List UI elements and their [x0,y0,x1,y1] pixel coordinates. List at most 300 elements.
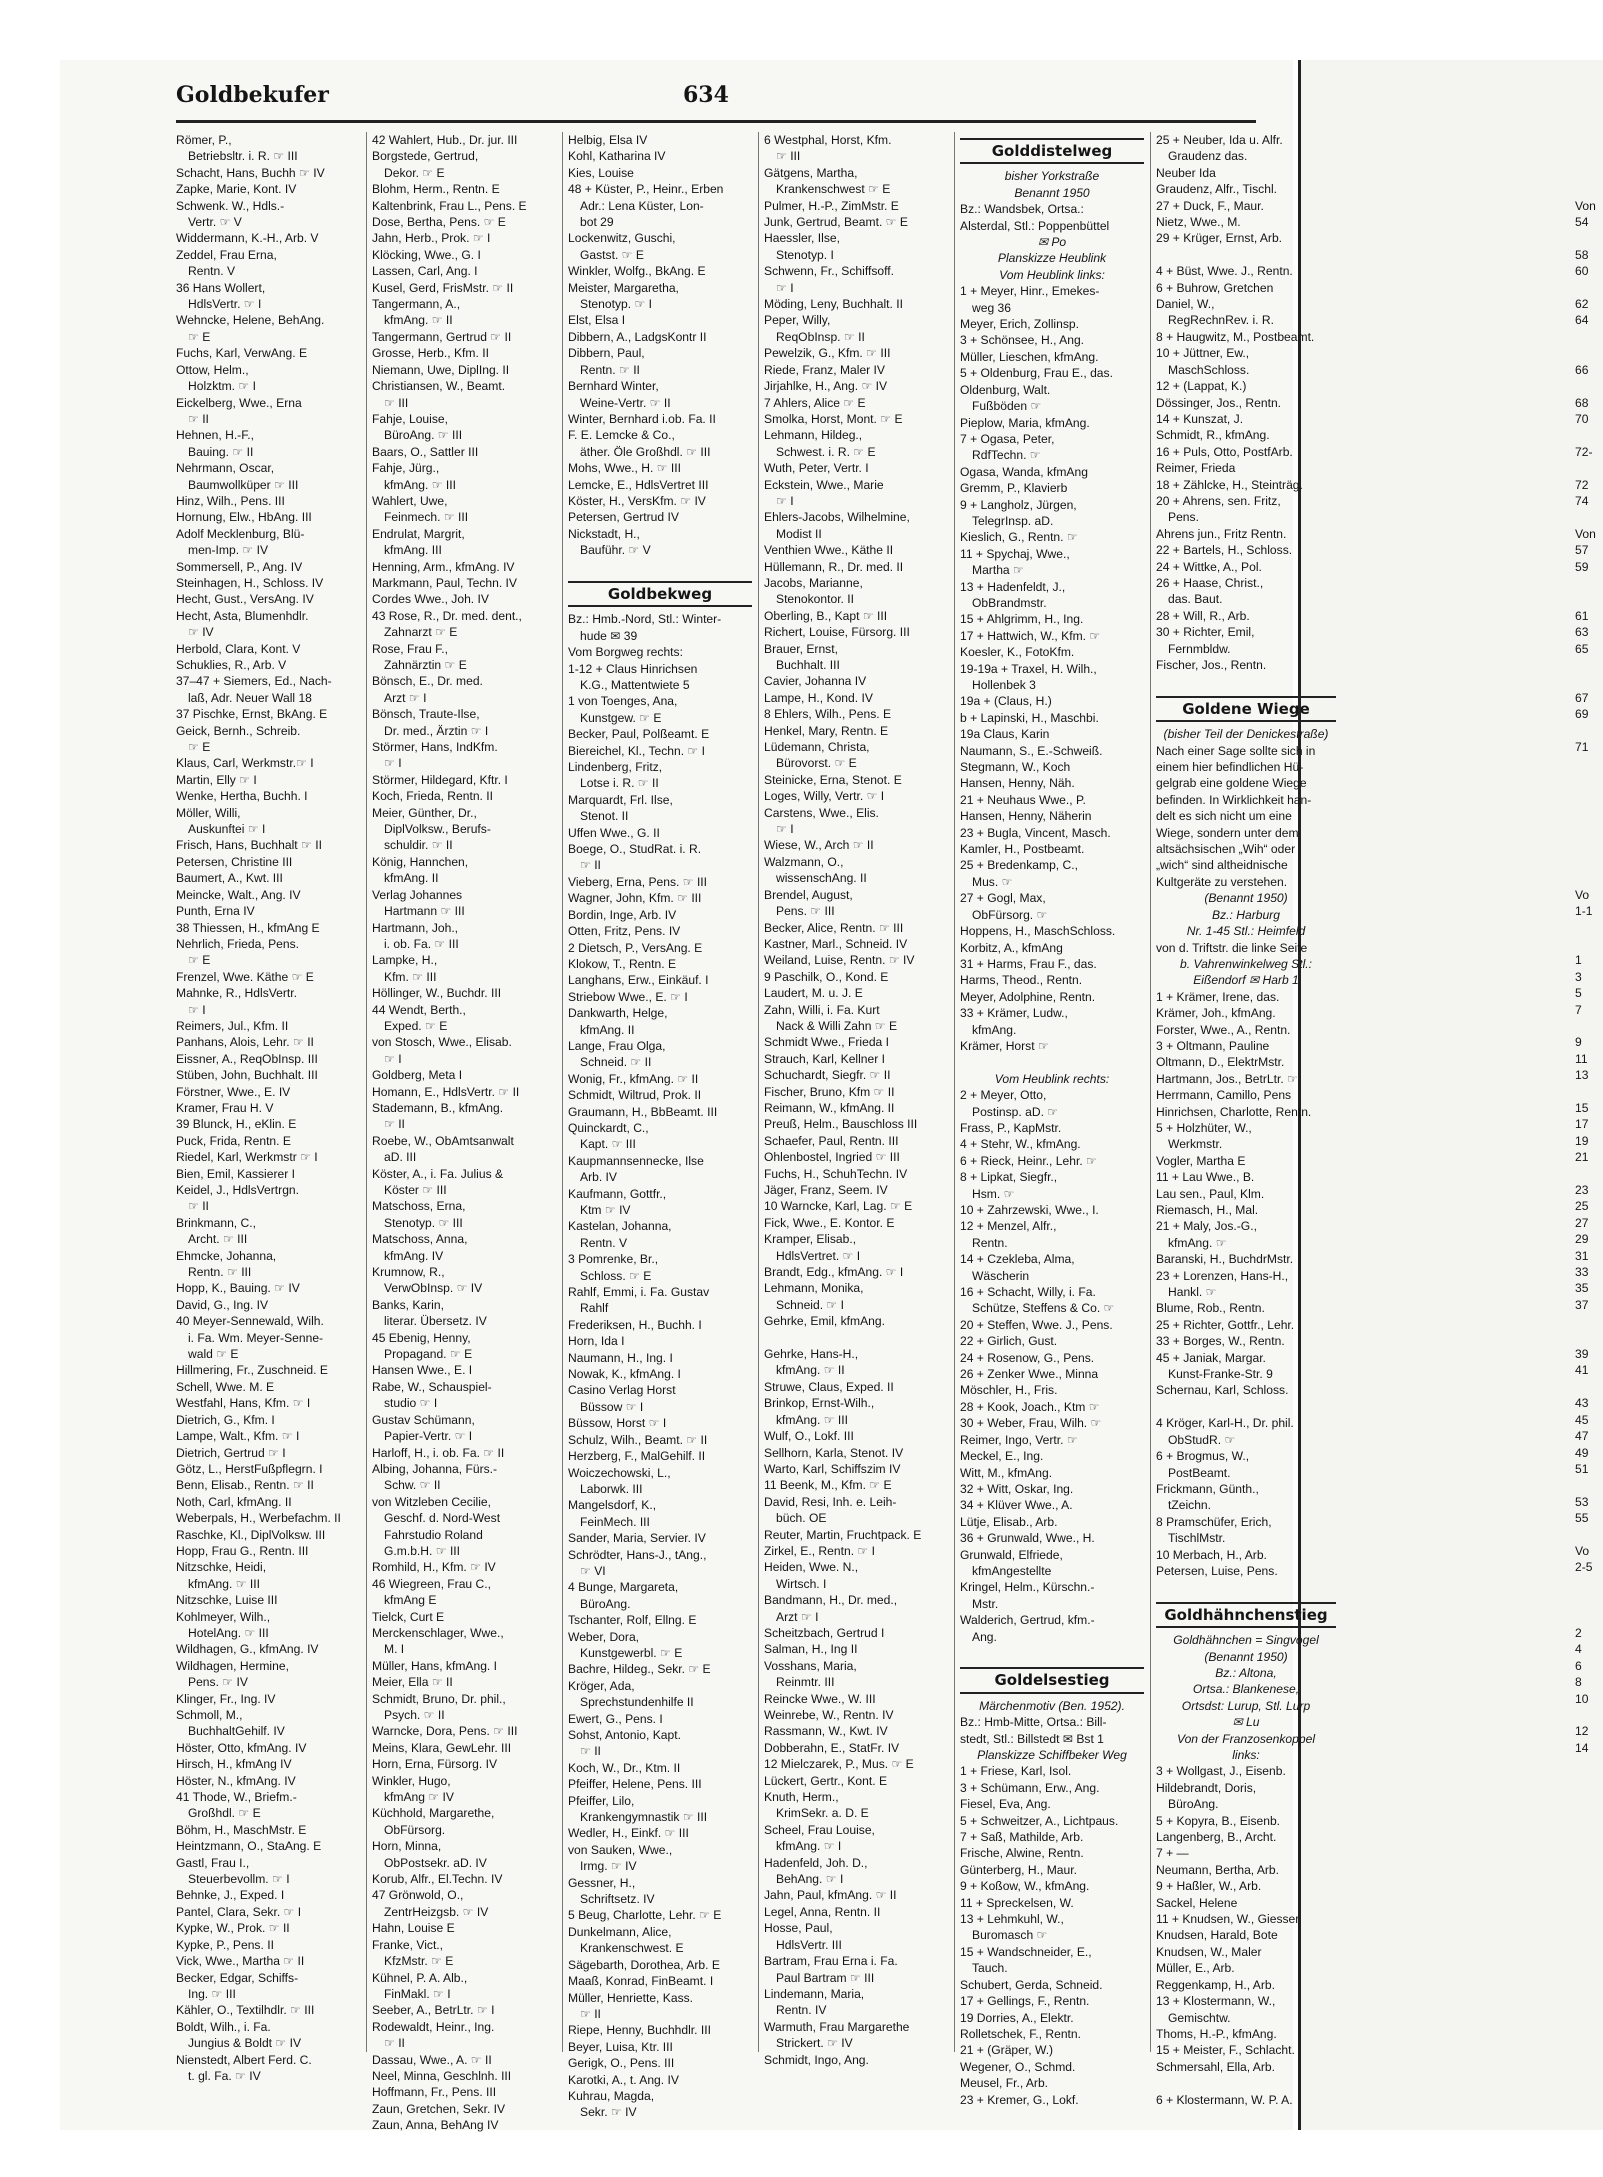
entry: delt es sich nicht um eine [1156,809,1292,824]
edge-house-number: 33 [1575,1265,1589,1280]
entry: Neumann, Bertha, Arb. [1156,1862,1280,1877]
entry: Haessler, Ilse, [764,231,840,246]
entry-continuation: das. Baut. [1168,592,1223,607]
entry: Kaufmann, Gottfr., [568,1186,667,1201]
entry: 24 + Wittke, A., Pol. [1156,559,1262,574]
entry: Brendel, August, [764,887,853,902]
entry: Becker, Alice, Rentn. ☞ III [764,920,904,935]
entry-continuation: Gastst. ☞ E [580,247,644,262]
entry: Lampe, Walt., Kfm. ☞ I [176,1429,300,1444]
entry-continuation: Stenotyp. ☞ III [384,1215,463,1230]
entry-continuation: ObFürsorg. [384,1822,446,1837]
street-note: Eißendorf ✉ Harb 1 [1193,973,1299,988]
entry: Rabe, W., Schauspiel- [372,1379,492,1394]
entry-continuation: Tauch. [972,1961,1008,1976]
entry: Baars, O., Sattler III [372,444,479,459]
entry: Stegmann, W., Koch [960,760,1071,775]
entry: 2 Dietsch, P., VersAng. E [568,940,703,955]
entry-continuation: kfmAng. ☞ III [776,1412,849,1427]
entry: 11 + Spreckelsen, W. [960,1895,1074,1910]
edge-house-number [1575,1330,1600,1346]
entry: Schmoll, M., [176,1708,243,1722]
entry: Kypke, P., Pens. II [176,1937,274,1952]
entry: 26 + Zenker Wwe., Minna [960,1367,1099,1382]
entry: Möding, Leny, Buchhalt. II [764,297,903,312]
entry: Ahrens jun., Fritz Rentn. [1156,526,1287,541]
entry-continuation: i. ob. Fa. ☞ III [384,936,459,951]
entry: Dose, Bertha, Pens. ☞ E [372,215,506,230]
entry: Bz.: Wandsbek, Ortsa.: [960,202,1084,217]
street-heading: Goldbekweg [568,581,752,607]
entry: 29 + Krüger, Ernst, Arb. [1156,231,1283,246]
entry-continuation: Paul Bartram ☞ III [776,1970,875,1985]
edge-house-number: 7 [1575,1002,1582,1017]
entry: Schmidt, R., kfmAng. [1156,428,1270,443]
entry: Mohs, Wwe., H. ☞ III [568,461,681,476]
spacer [1156,673,1336,689]
entry: Hosse, Paul, [764,1921,833,1936]
edge-house-number: 29 [1575,1232,1589,1247]
entry: Günterberg, H., Maur. [960,1862,1077,1877]
edge-house-number [1575,1166,1600,1182]
entry: Meier, Günther, Dr., [372,805,477,820]
entry: Woiczechowski, L., [568,1465,671,1480]
spacer [1156,1579,1336,1595]
entry: 12 Mielczarek, P., Mus. ☞ E [764,1757,914,1772]
entry-continuation: TelegrInsp. aD. [972,513,1054,528]
entry: Blohm, Herm., Rentn. E [372,182,500,197]
entry-continuation: aD. III [384,1150,417,1165]
entry: Krämer, Horst ☞ [960,1038,1049,1053]
entry-continuation: Irmg. ☞ IV [580,1859,637,1874]
entry-continuation: Büssow ☞ I [580,1399,644,1414]
entry-continuation: BüroAng. ☞ III [384,428,463,443]
edge-house-number: 15 [1575,1100,1589,1115]
entry: Schmidt, Ingo, Ang. [764,2052,869,2067]
entry-continuation: Feinmech. ☞ III [384,510,469,525]
edge-house-number: 49 [1575,1445,1589,1460]
entry: Banks, Karin, [372,1297,444,1312]
entry: Reuter, Martin, Fruchtpack. E [764,1527,922,1542]
entry: Bz.: Hmb-Mitte, Ortsa.: Bill- [960,1715,1107,1730]
entry: Hoppens, H., MaschSchloss. [960,924,1116,939]
entry-continuation: schuldir. ☞ II [384,838,453,853]
entry: Brinkop, Ernst-Wilh., [764,1396,875,1411]
entry: Blume, Rob., Rentn. [1156,1301,1265,1316]
entry: Krumnow, R., [372,1265,445,1280]
entry: Daniel, W., [1156,297,1215,312]
entry: Thoms, H.-P., kfmAng. [1156,2026,1277,2041]
entry: Franke, Vict., [372,1937,444,1952]
entry: Walderich, Gertrud, kfm.- [960,1613,1095,1628]
entry: 1-12 + Claus Hinrichsen [568,661,698,676]
edge-house-number [1575,755,1600,771]
entry: Scheitzbach, Gertrud I [764,1625,885,1640]
entry: Fischer, Jos., Rentn. [1156,658,1267,672]
entry: Schmidt Wwe., Frieda I [764,1035,890,1050]
entry-continuation: Graudenz das. [1168,149,1248,164]
entry: Lau sen., Paul, Klm. [1156,1186,1265,1201]
entry: Reimers, Jul., Kfm. II [176,1018,289,1033]
entry: Meier, Ella ☞ II [372,1675,453,1690]
entry-continuation: RdfTechn. ☞ [972,448,1041,463]
edge-house-number: 35 [1575,1281,1589,1296]
entry: 19 Dorries, A., Elektr. [960,2010,1074,2025]
entry: Frederiksen, H., Buchh. I [568,1317,702,1332]
street-heading: Goldene Wiege [1156,696,1336,722]
entry: Zahn, Willi, i. Fa. Kurt [764,1002,880,1017]
entry: Graumann, H., BbBeamt. III [568,1104,718,1119]
entry: Wedler, H., Einkf. ☞ III [568,1826,689,1841]
entry: Reimann, W., kfmAng. II [764,1100,895,1115]
entry-continuation: kfmAng. II [384,871,439,886]
entry: Müller, Lieschen, kfmAng. [960,349,1099,364]
entry: Schubert, Gerda, Schneid. [960,1977,1103,1992]
entry: Sägebarth, Dorothea, Arb. E [568,1957,720,1972]
entry: Müller, Henriette, Kass. [568,1990,694,2005]
entry: Hahn, Louise E [372,1921,455,1936]
spacer [568,559,752,575]
entry: Wiese, W., Arch ☞ II [764,838,874,853]
entry: Knuth, Herm., [764,1790,839,1805]
entry-continuation: Großhdl. ☞ E [188,1806,261,1821]
edge-house-number [1575,329,1600,345]
entry: Hansen Wwe., E. I [372,1363,473,1378]
entry-continuation: HdlsVertr. III [776,1937,842,1952]
entry: 12 + (Lappat, K.) [1156,379,1247,394]
entry: Lemcke, E., HdlsVertret III [568,477,709,492]
entry: Legel, Anna, Rentn. II [764,1904,881,1919]
entry: Kohlmeyer, Wilh., [176,1609,271,1624]
entry: Keidel, J., HdlsVertrgn. [176,1183,300,1197]
entry: König, Hannchen, [372,854,469,869]
entry: 26 + Haase, Christ., [1156,575,1264,590]
street-note: Benannt 1950 [1014,185,1090,200]
edge-house-number: 27 [1575,1215,1589,1230]
entry: Meusel, Fr., Arb. [960,2076,1049,2091]
entry: Böhm, H., MaschMstr. E [176,1822,307,1837]
entry: 30 + Richter, Emil, [1156,625,1255,640]
entry: Matschoss, Anna, [372,1232,468,1247]
entry-continuation: Buchhalt. III [776,658,840,672]
entry-continuation: Rentn. V [188,264,236,279]
entry: Boldt, Wilh., i. Fa. [176,2019,271,2034]
entry-continuation: BuchhaltGehilf. IV [188,1724,285,1739]
entry: 46 Wiegreen, Frau C., [372,1576,491,1591]
entry: Nitzschke, Luise III [176,1593,278,1608]
entry: Dibbern, Paul, [568,346,645,361]
entry: Bönsch, Traute-Ilse, [372,707,480,722]
entry-continuation: Laborwk. III [580,1481,643,1496]
entry: Wehncke, Helene, BehAng. [176,313,325,328]
entry: Lindemann, Maria, [764,1986,865,2001]
entry-continuation: Schw. ☞ II [384,1478,441,1493]
entry-continuation: Modist II [776,526,822,541]
entry: Bordin, Inge, Arb. IV [568,907,677,922]
entry: Bien, Emil, Kassierer I [176,1166,295,1181]
entry: Biereichel, Kl., Techn. ☞ I [568,743,705,758]
entry-continuation: ☞ E [188,953,211,968]
entry-continuation: M. I [384,1642,405,1657]
entry: 22 + Girlich, Gust. [960,1334,1058,1349]
entry-continuation: Adr.: Lena Küster, Lon- [580,198,704,213]
entry-continuation: Schloss. ☞ E [580,1268,652,1283]
entry: Kühnel, P. A. Alb., [372,1970,468,1985]
entry-continuation: ObPostsekr. aD. IV [384,1855,487,1870]
edge-house-number: 6 [1575,1658,1582,1673]
edge-house-number [1575,788,1600,804]
entry: Frass, P., KapMstr. [960,1120,1062,1135]
entry-continuation: Krankenschwest ☞ E [776,182,891,197]
entry: 5 + Kopyra, B., Eisenb. [1156,1813,1281,1828]
edge-house-number [1575,1084,1600,1100]
entry: Mangelsdorf, K., [568,1498,657,1513]
entry-continuation: kfmAngestellte [972,1563,1052,1578]
entry: Heintzmann, O., StaAng. E [176,1839,322,1854]
entry: Steinhagen, H., Schloss. IV [176,575,324,590]
edge-house-number: 21 [1575,1150,1589,1165]
edge-house-number [1575,1527,1600,1543]
entry-continuation: ObBrandmstr. [972,595,1047,610]
entry: Borgstede, Gertrud, [372,149,479,164]
entry: Pfeiffer, Lilo, [568,1793,635,1808]
edge-house-number: 43 [1575,1396,1589,1411]
entry: Hecht, Gust., VersAng. IV [176,592,314,607]
entry: Baranski, H., BuchdrMstr. [1156,1252,1294,1267]
entry: Winkler, Hugo, [372,1773,451,1788]
entry: Frische, Alwine, Rentn. [960,1846,1084,1861]
entry: 42 Wahlert, Hub., Dr. jur. III [372,133,518,147]
entry: stedt, Stl.: Billstedt ✉ Bst 1 [960,1731,1104,1746]
entry-continuation: Wäscherin [972,1268,1030,1283]
edge-house-number: 62 [1575,297,1589,312]
entry-continuation: äther. Öle Großhdl. ☞ III [580,444,711,459]
entry: Petersen, Christine III [176,854,293,869]
entry: Raschke, Kl., DiplVolksw. III [176,1527,326,1542]
entry-continuation: ☞ IV [188,625,214,640]
entry: 16 + Schacht, Willy, i. Fa. [960,1285,1096,1300]
edge-house-number [1575,657,1600,673]
entry: Hadenfeld, Joh. D., [764,1855,868,1870]
entry: Koch, Frieda, Rentn. II [372,789,493,804]
entry: Benn, Elisab., Rentn. ☞ II [176,1478,314,1493]
entry-continuation: Schwest. i. R. ☞ E [776,444,876,459]
entry-continuation: Rentn. V [580,1235,628,1250]
entry: 7 + Ogasa, Peter, [960,431,1055,446]
entry: 14 + Kunszat, J. [1156,411,1244,426]
column-divider [954,132,955,2052]
entry-continuation: KfzMstr. ☞ E [384,1954,454,1969]
entry: Striebow Wwe., E. ☞ I [568,989,688,1004]
entry: 10 Warncke, Karl, Lag. ☞ E [764,1199,913,1214]
entry: Verlag Johannes [372,887,463,902]
entry: Romhild, H., Kfm. ☞ IV [372,1560,496,1575]
entry: Herzberg, F., MalGehilf. II [568,1449,706,1464]
street-note: Märchenmotiv (Ben. 1952). [979,1698,1125,1713]
entry-continuation: ☞ II [188,1199,209,1214]
entry: Fuchs, H., SchuhTechn. IV [764,1166,908,1181]
edge-house-number [1575,460,1600,476]
entry: Lockenwitz, Guschi, [568,231,676,246]
edge-house-number [1575,280,1600,296]
entry: Ottow, Helm., [176,362,249,377]
spacer [960,1054,1144,1070]
entry: Zaun, Gretchen, Sekr. IV [372,2101,506,2116]
edge-house-number [1575,165,1600,181]
entry: 17 + Gellings, F., Rentn. [960,1994,1090,2009]
entry: Kastner, Marl., Schneid. IV [764,936,908,951]
entry: von Stosch, Wwe., Elisab. [372,1035,512,1050]
street-note: b. Vahrenwinkelweg Stl.: [1180,956,1312,971]
entry: Maaß, Konrad, FinBeamt. I [568,1974,714,1989]
page-number: 634 [683,82,729,108]
entry: Winter, Bernhard i.ob. Fa. II [568,411,716,426]
entry: Panhans, Alois, Lehr. ☞ II [176,1035,314,1050]
spacer [1156,247,1336,263]
entry: Götz, L., HerstFußpflegrn. I [176,1461,323,1476]
entry: 10 Merbach, H., Arb. [1156,1547,1267,1562]
entry-continuation: Stenotyp. I [776,247,834,262]
edge-house-number: 54 [1575,215,1589,230]
entry-continuation: Schriftsetz. IV [580,1892,655,1907]
entry: Förstner, Wwe., E. IV [176,1084,291,1099]
entry: Weberpals, H., Werbefachm. II [176,1511,341,1526]
entry: Störmer, Hans, IndKfm. [372,740,498,755]
directory-column-3 [568,132,752,2120]
edge-house-number: 70 [1575,411,1589,426]
entry: Nienstedt, Albert Ferd. C. [176,2052,312,2067]
entry-continuation: Ing. ☞ III [188,1986,236,2001]
entry: Matschoss, Erna, [372,1199,466,1214]
entry: 15 + Meister, F., Schlacht. [1156,2043,1295,2058]
entry: Knudsen, W., Maler [1156,1944,1262,1959]
entry-continuation: literar. Übersetz. IV [384,1314,487,1329]
entry: Gehrke, Hans-H., [764,1347,859,1362]
entry: Carstens, Wwe., Elis. [764,805,879,820]
entry: Klaus, Carl, Werkmstr.☞ I [176,756,314,771]
entry: Niemann, Uwe, DiplIng. II [372,362,510,377]
entry: 11 + Knudsen, W., Giesser [1156,1912,1300,1927]
entry-continuation: bot 29 [580,215,614,230]
entry-continuation: Arzt ☞ I [776,1609,819,1624]
entry: Hillmering, Fr., Zuschneid. E [176,1363,328,1378]
entry: Oltmann, D., ElektrMstr. [1156,1055,1285,1070]
entry-continuation: Köster ☞ III [384,1183,447,1197]
entry-continuation: Lotse i. R. ☞ II [580,776,659,791]
edge-house-number: 10 [1575,1691,1589,1706]
edge-house-number: 41 [1575,1363,1589,1378]
entry: Pantel, Clara, Sekr. ☞ I [176,1904,302,1919]
entry-continuation: kfmAng. ☞ II [384,313,453,328]
entry: 8 + Lipkat, Siegfr., [960,1170,1058,1185]
edge-house-number [1575,591,1600,607]
entry: Lückert, Gertr., Kont. E [764,1773,888,1788]
entry-continuation: G.m.b.H. ☞ III [384,1543,461,1558]
edge-house-number: 4 [1575,1642,1582,1657]
edge-house-number: 17 [1575,1117,1589,1132]
edge-house-number [1575,345,1600,361]
entry: David, G., Ing. IV [176,1297,269,1312]
entry: Adolf Mecklenburg, Blü- [176,526,305,541]
edge-house-number: 12 [1575,1724,1589,1739]
entry: 15 + Wandschneider, E., [960,1944,1092,1959]
entry-continuation: t. gl. Fa. ☞ IV [188,2068,261,2083]
entry: Grosse, Herb., Kfm. II [372,346,489,361]
entry: Fahje, Louise, [372,411,448,426]
entry: Kringel, Helm., Kürschn.- [960,1580,1095,1595]
entry: Reimer, Frieda [1156,461,1236,476]
entry-continuation: ☞ I [776,280,794,295]
edge-house-number: 55 [1575,1511,1589,1526]
edge-house-number: 60 [1575,264,1589,279]
entry: Fiesel, Eva, Ang. [960,1797,1051,1812]
entry-continuation: FeinMech. III [580,1514,650,1529]
edge-house-number: 1 [1575,953,1582,968]
entry: Meyer, Adolphine, Rentn. [960,989,1096,1004]
entry: 7 + — [1156,1846,1189,1861]
entry-continuation: MaschSchloss. [1168,362,1250,377]
entry: Preuß, Helm., Bauschloss III [764,1117,918,1132]
entry: Seeber, A., BetrLtr. ☞ I [372,2003,495,2018]
entry: Hinz, Wilh., Pens. III [176,493,285,508]
entry: 8 Pramschüfer, Erich, [1156,1514,1272,1529]
entry-continuation: Nack & Willi Zahn ☞ E [776,1018,898,1033]
entry: Horn, Ida I [568,1334,625,1349]
entry-continuation: Zahnarzt ☞ E [384,625,458,640]
entry-continuation: kfmAng. ☞ I [776,1839,842,1854]
entry-continuation: Zahnärztin ☞ E [384,658,467,672]
street-heading: Goldelsestieg [960,1667,1144,1693]
entry: Markmann, Paul, Techn. IV [372,575,517,590]
entry-continuation: Weine-Vertr. ☞ II [580,395,671,410]
entry: Bachre, Hildeg., Sekr. ☞ E [568,1662,711,1677]
entry: Cordes Wwe., Joh. IV [372,592,489,607]
entry: 31 + Harms, Frau F., das. [960,956,1097,971]
edge-house-number: 25 [1575,1199,1589,1214]
entry-continuation: BehAng. ☞ I [776,1872,844,1887]
entry: Hoffmann, Fr., Pens. III [372,2085,497,2100]
edge-house-number: 57 [1575,543,1589,558]
entry: 24 + Rosenow, G., Pens. [960,1350,1095,1365]
edge-house-number [1575,1313,1600,1329]
entry: Höllinger, W., Buchdr. III [372,986,502,1001]
entry: Kypke, W., Prok. ☞ II [176,1921,290,1936]
entry: Hansen, Henny, Näherin [960,809,1092,824]
entry: 21 + Neuhaus Wwe., P. [960,792,1086,807]
entry: Riemasch, H., Mal. [1156,1203,1259,1217]
entry: Warto, Karl, Schiffszim IV [764,1461,901,1476]
column-divider [366,132,367,2052]
entry: 25 + Richter, Gottfr., Lehr. [1156,1317,1295,1332]
entry: Kuhrau, Magda, [568,2088,655,2103]
entry: Korbitz, A., kfmAng [960,940,1063,955]
edge-house-number [1575,1707,1600,1723]
entry-continuation: ☞ I [776,493,794,508]
entry: 3 + Schümann, Erw., Ang. [960,1780,1100,1795]
entry-continuation: ☞ VI [580,1563,606,1578]
entry-continuation: Stenot. II [580,809,629,824]
entry: Schaefer, Paul, Rentn. III [764,1133,899,1148]
entry: 1 + Friese, Karl, Isol. [960,1764,1072,1779]
entry: 33 + Krämer, Ludw., [960,1006,1068,1021]
entry: 13 + Lehmkuhl, W., [960,1912,1064,1927]
entry: Gremm, P., Klavierb [960,481,1068,496]
entry-continuation: kfmAng ☞ IV [384,1790,454,1805]
entry: Sellhorn, Karla, Stenot. IV [764,1445,904,1460]
edge-house-number: 2-5 [1575,1560,1593,1575]
entry: Zeddel, Frau Erna, [176,247,277,262]
entry: 8 Ehlers, Wilh., Pens. E [764,707,892,722]
